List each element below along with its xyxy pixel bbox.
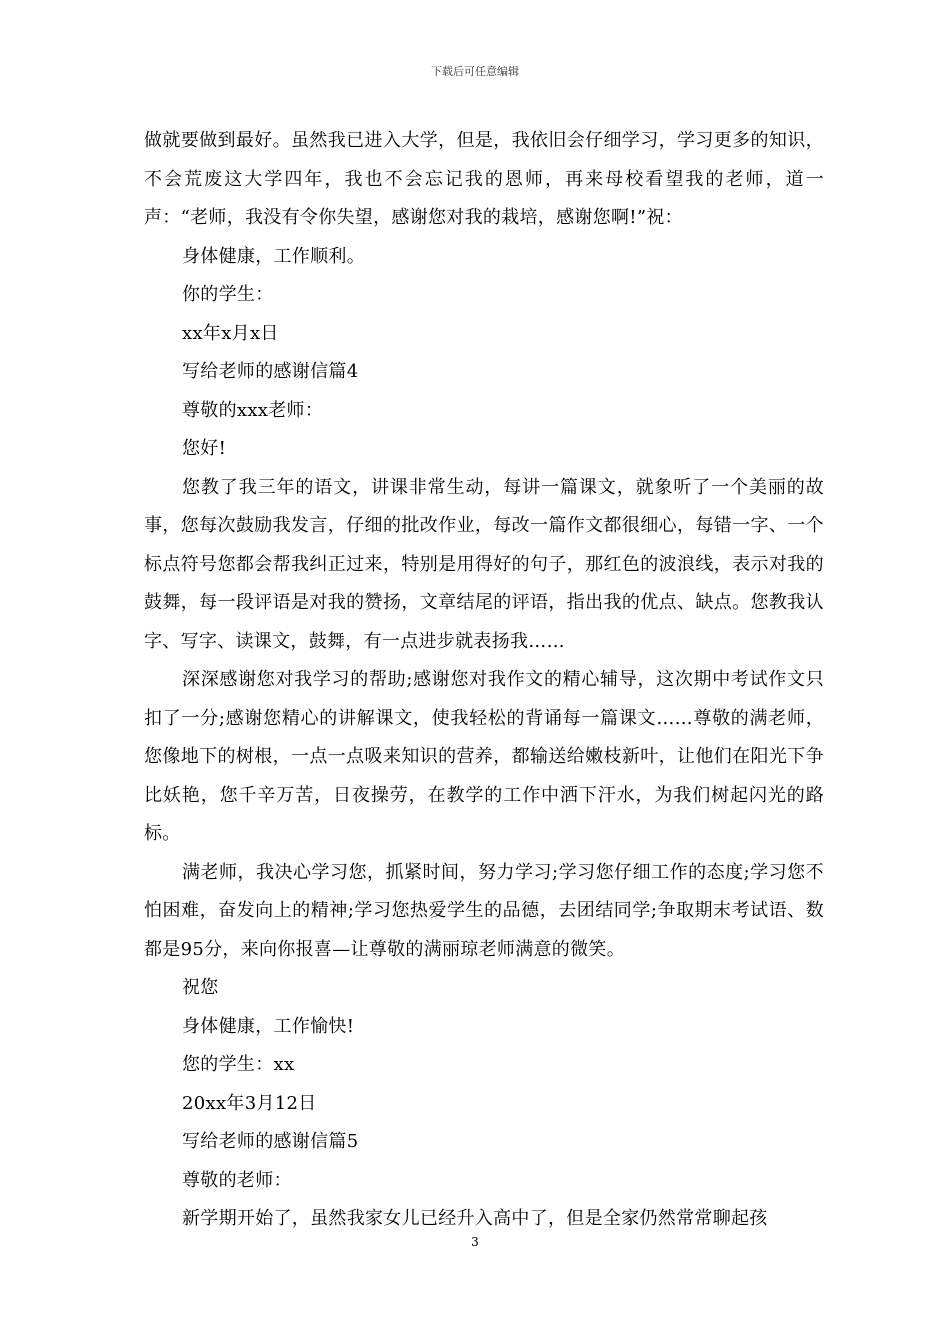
paragraph: 您教了我三年的语文，讲课非常生动，每讲一篇课文，就象听了一个美丽的故事，您每次鼓励我发言，仔细的批改作业，每改一篇作文都很细心，每错一字、一个标点符号您都会帮我纠正过来，特别是用得好的句子，那红色的波浪线，表示对我的鼓舞，每一段评语是对我的赞扬，文章结尾的评语，指出我的优点、缺点。您教我认字、写字、读课文，鼓舞，有一点进步就表扬我…… [144, 476, 824, 652]
page-number: 3 [471, 1235, 479, 1249]
paragraph: 新学期开始了，虽然我家女儿已经升入高中了，但是全家仍然常常聊起孩 [182, 1208, 768, 1229]
paragraph: 做就要做到最好。虽然我已进入大学，但是，我依旧会仔细学习，学习更多的知识，不会荒废这大学四年，我也不会忘记我的恩师，再来母校看望我的老师，道一声：“老师，我没有令你失望，感谢您对我的栽培，感谢您啊!”祝： [144, 130, 824, 228]
paragraph: 你的学生： [182, 284, 274, 305]
greeting: 您好! [182, 438, 227, 459]
paragraph: 满老师，我决心学习您，抓紧时间，努力学习;学习您仔细工作的态度;学习您不怕困难，奋发向上的精神;学习您热爱学生的品德，去团结同学;争取期末考试语、数都是95分，来向你报喜—让尊敬的满丽琼老师满意的微笑。 [144, 861, 824, 960]
page-header: 下载后可任意编辑 [431, 65, 519, 78]
closing-wish: 身体健康，工作愉快! [182, 1015, 355, 1037]
paragraph: xx年x月x日 [182, 322, 279, 344]
salutation: 尊敬的老师： [182, 1169, 292, 1191]
paragraph: 身体健康，工作顺利。 [182, 245, 365, 267]
date: 20xx年3月12日 [182, 1092, 317, 1114]
paragraph: 深深感谢您对我学习的帮助;感谢您对我作文的精心辅导，这次期中考试作文只扣了一分;感谢您精心的讲解课文，使我轻松的背诵每一篇课文……尊敬的满老师，您像地下的树根，一点一点吸来知识的营养，都输送给嫩枝新叶，让他们在阳光下争比妖艳，您千辛万苦，日夜操劳，在教学的工作中洒下汗水，为我们树起闪光的路标。 [144, 669, 824, 844]
section-title: 写给老师的感谢信篇4 [182, 361, 359, 382]
signature: 您的学生：xx [182, 1054, 295, 1075]
closing: 祝您 [182, 977, 219, 998]
section-title: 写给老师的感谢信篇5 [182, 1131, 359, 1152]
document-body [144, 122, 824, 1239]
salutation: 尊敬的xxx老师： [182, 399, 324, 421]
